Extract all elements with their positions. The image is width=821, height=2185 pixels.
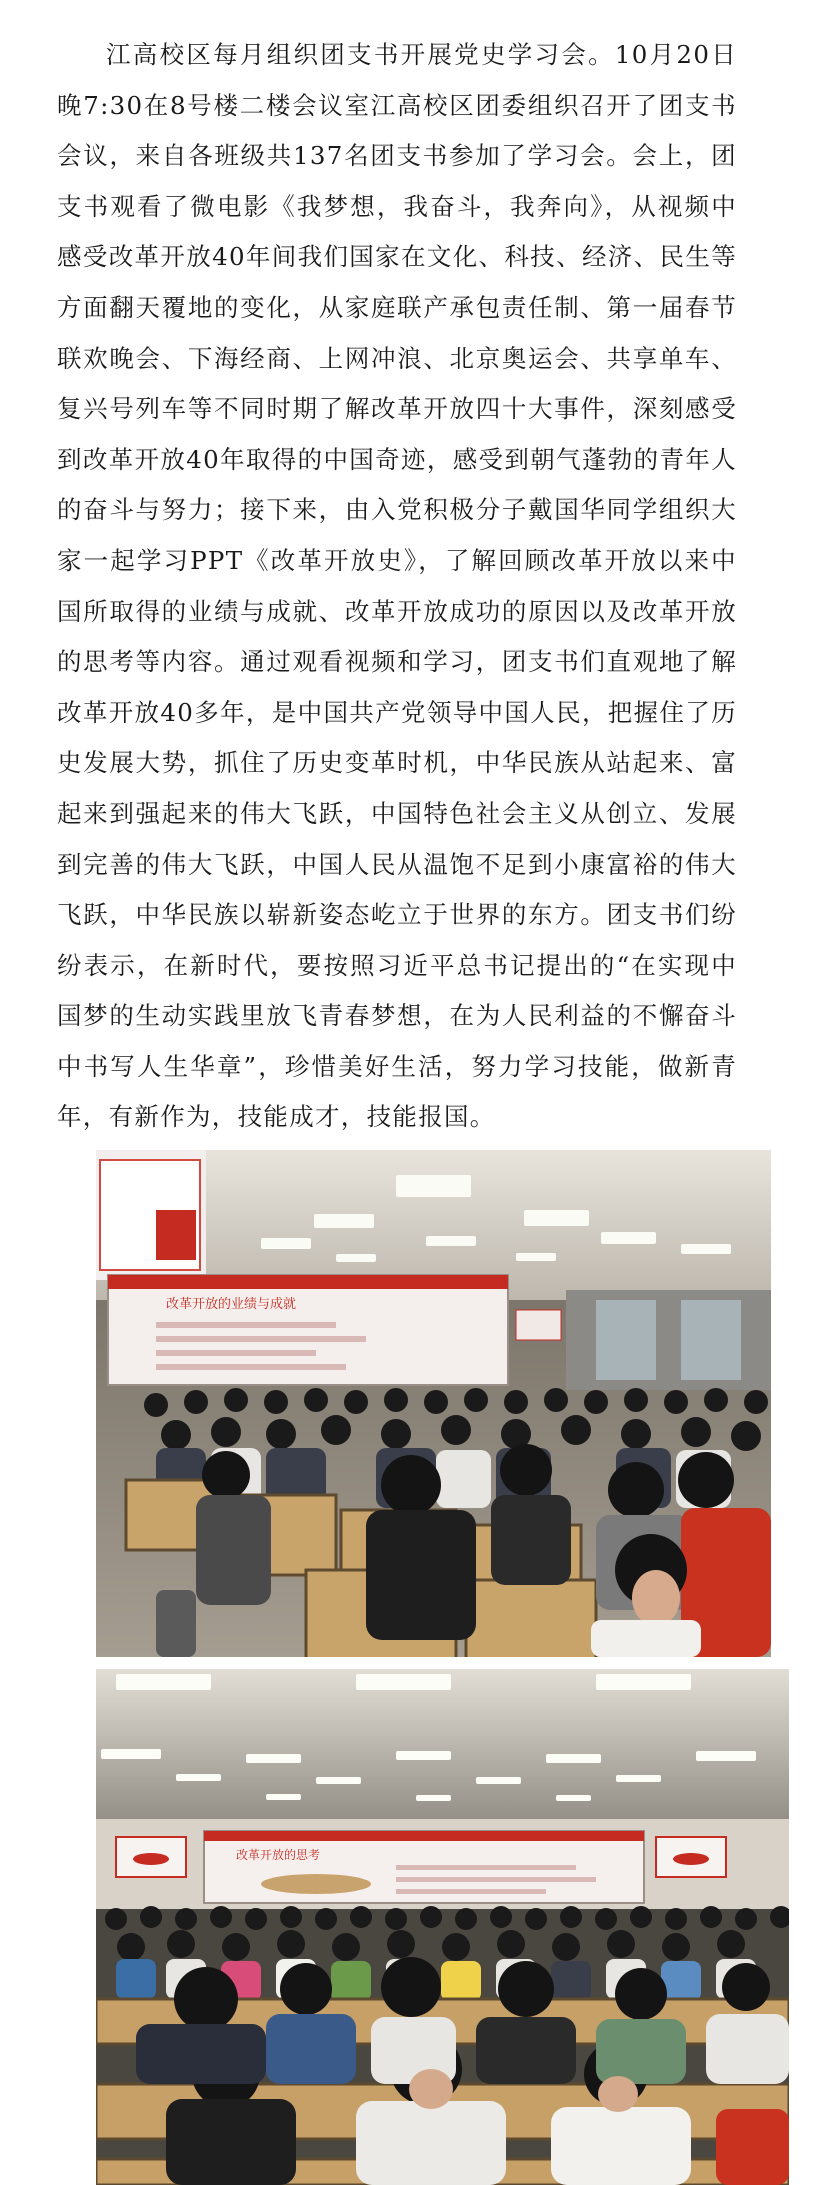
screen-title-2: 改革开放的思考: [236, 1848, 321, 1862]
meeting-photo-2: [96, 1669, 789, 2185]
screen-title-1: 改革开放的业绩与成就: [166, 1297, 297, 1312]
article-paragraph: 江高校区每月组织团支书开展党史学习会。10月20日晚7:30在8号楼二楼会议室江高校区团委组织召开了团支书会议，来自各班级共137名团支书参加了学习会。会上，团支书观看了微电影《我梦想，我奋斗，我奔向》，从视频中感受改革开放40年间我们国家在文化、科技、经济、民生等方面翻天覆地的变化，从家庭联产承包责任制、第一届春节联欢晚会、下海经商、上网冲浪、北京奥运会、共享单车、复兴号列车等不同时期了解改革开放四十大事件，深刻感受到改革开放40年取得的中国奇迹，感受到朝气蓬勃的青年人的奋斗与努力；接下来，由入党积极分子戴国华同学组织大家一起学习PPT《改革开放史》，了解回顾改革开放以来中国所取得的业绩与成就、改革开放成功的原因以及改革开放的思考等内容。通过观看视频和学习，团支书们直观地了解改革开放40多年，是中国共产党领导中国人民，把握住了历史发展大势，抓住了历史变革时机，中华民族从站起来、富起来到强起来的伟大飞跃，中国特色社会主义从创立、发展到完善的伟大飞跃，中国人民从温饱不足到小康富裕的伟大飞跃，中华民族以崭新姿态屹立于世界的东方。团支书们纷纷表示，在新时代，要按照习近平总书记提出的“在实现中国梦的生动实践里放飞青春梦想，在为人民利益的不懈奋斗中书写人生华章”，珍惜美好生活，努力学习技能，做新青年，有新作为，技能成才，技能报国。: [57, 40, 737, 1132]
meeting-photo-1: [96, 1150, 771, 1657]
